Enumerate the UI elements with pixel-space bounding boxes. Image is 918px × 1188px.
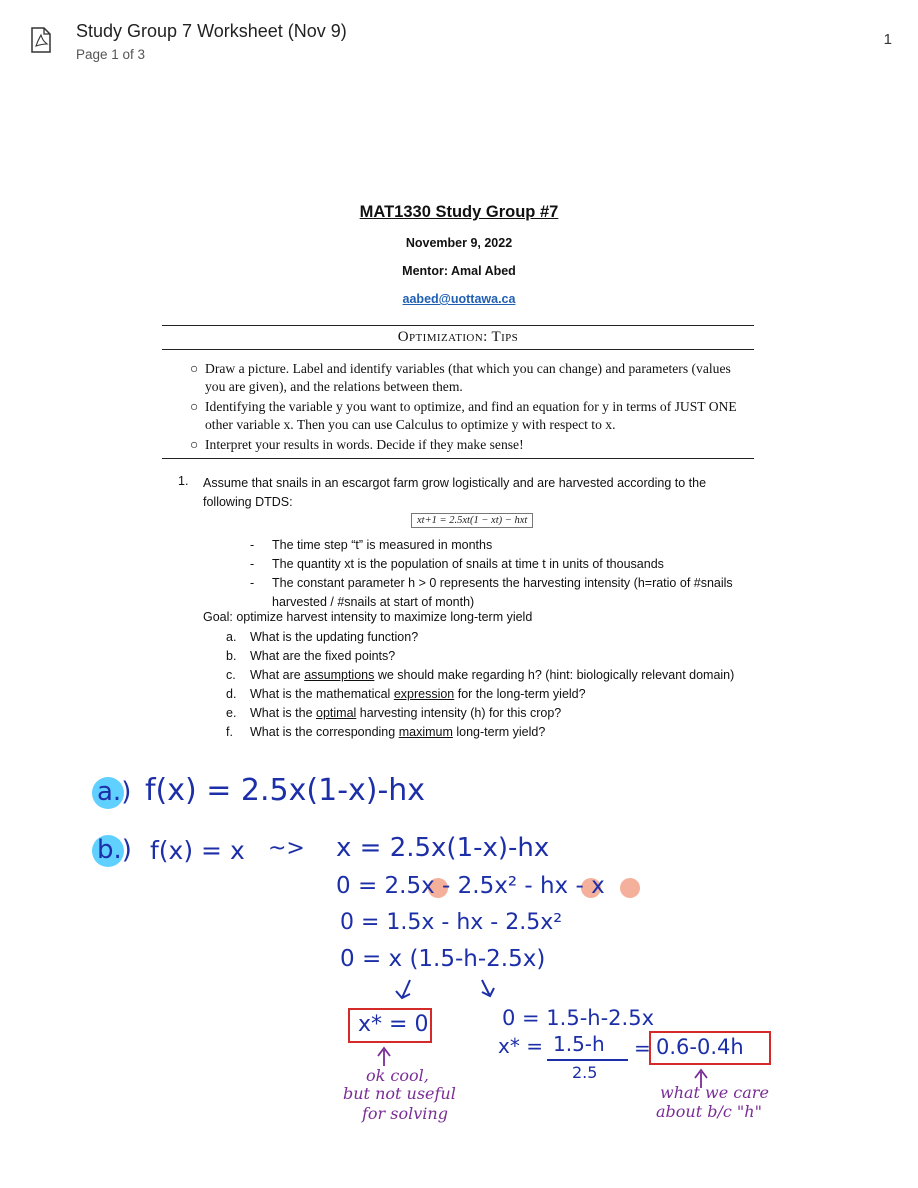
subq-c: What are assumptions we should make regarding h? (hint: biologically relevant domain) — [250, 668, 735, 682]
hw-implies-arrow: ~> — [268, 836, 305, 861]
question-text: Assume that snails in an escargot farm grow logistically and are harvested according to the following DTDS: — [203, 476, 707, 509]
hw-numerator: 1.5-h — [553, 1032, 605, 1056]
note-left-line-2: but not useful — [343, 1084, 456, 1103]
arrow-up-left — [378, 1048, 390, 1066]
subq-letter: f. — [226, 725, 233, 739]
note-right-line-2: about b/c "h" — [656, 1102, 762, 1121]
hw-updating-function: f(x) = 2.5x(1-x)-hx — [145, 773, 426, 808]
subq-b: What are the fixed points? — [250, 649, 396, 663]
tip-item: ○ Identifying the variable y you want to optimize, and find an equation for y in terms of JUST ONE other variable x. Then you can use Calculus to optimize y with respect to x. — [190, 399, 737, 432]
hw-denominator: 2.5 — [572, 1063, 598, 1082]
worksheet-mentor: Mentor: Amal Abed — [402, 264, 516, 278]
hw-fixed-point-condition: f(x) = x — [150, 836, 245, 865]
subq-letter: d. — [226, 687, 237, 701]
strike-mark — [620, 878, 640, 898]
hw-step-2: 0 = 2.5x - 2.5x² - hx - x — [336, 873, 605, 899]
page-number: 1 — [883, 31, 892, 48]
question-number: 1. — [178, 474, 189, 488]
note-left-line-3: for solving — [362, 1104, 448, 1123]
arrow-down-right — [482, 980, 494, 996]
hw-step-4: 0 = x (1.5-h-2.5x) — [340, 946, 546, 972]
bullet-quantity: The quantity xt is the population of snails at time t in units of thousands — [272, 557, 664, 571]
mentor-email-link[interactable]: aabed@uottawa.ca — [402, 292, 516, 306]
hw-step-5: 0 = 1.5-h-2.5x — [502, 1006, 654, 1030]
hw-step-1: x = 2.5x(1-x)-hx — [336, 833, 550, 863]
subq-a: What is the updating function? — [250, 630, 419, 644]
arrow-down-left — [396, 980, 410, 998]
worksheet-date: November 9, 2022 — [405, 236, 513, 250]
dtds-formula: xt+1 = 2.5xt(1 − xt) − hxt — [411, 513, 533, 528]
page-indicator: Page 1 of 3 — [76, 47, 146, 62]
goal-statement: Goal: optimize harvest intensity to maximize long-term yield — [203, 610, 533, 624]
hw-equals: = — [634, 1036, 651, 1060]
subq-letter: c. — [226, 668, 236, 682]
subq-d: What is the mathematical expression for the long-term yield? — [250, 687, 586, 701]
hw-fixed-point-nonzero: 0.6-0.4h — [656, 1035, 744, 1059]
document-title: Study Group 7 Worksheet (Nov 9) — [76, 21, 347, 41]
subq-e: What is the optimal harvesting intensity (h) for this crop? — [250, 706, 562, 720]
tips-heading: Optimization: Tips — [397, 329, 519, 345]
worksheet-title: MAT1330 Study Group #7 — [359, 203, 559, 221]
subq-letter: e. — [226, 706, 237, 720]
note-left-line-1: ok cool, — [366, 1066, 429, 1085]
subq-letter: a. — [226, 630, 237, 644]
note-right-line-1: what we care — [660, 1083, 769, 1102]
tip-item: ○ Interpret your results in words. Decide if they make sense! — [190, 437, 524, 452]
hw-xstar-label: x* = — [498, 1034, 543, 1058]
hw-label-a: a.) — [97, 777, 132, 807]
hw-step-3: 0 = 1.5x - hx - 2.5x² — [340, 910, 563, 935]
tip-item: ○ Draw a picture. Label and identify variables (that which you can change) and parameters (values you are given), and the relations between them. — [190, 361, 731, 394]
hw-label-b: b.) — [97, 835, 132, 865]
subq-letter: b. — [226, 649, 237, 663]
subq-f: What is the corresponding maximum long-term yield? — [250, 725, 546, 739]
bullet-parameter: The constant parameter h > 0 represents the harvesting intensity (h=ratio of #snails harvested / #snails at start of month) — [272, 576, 733, 609]
hw-fixed-point-zero: x* = 0 — [358, 1012, 429, 1037]
bullet-time-step: The time step “t” is measured in months — [272, 538, 493, 552]
